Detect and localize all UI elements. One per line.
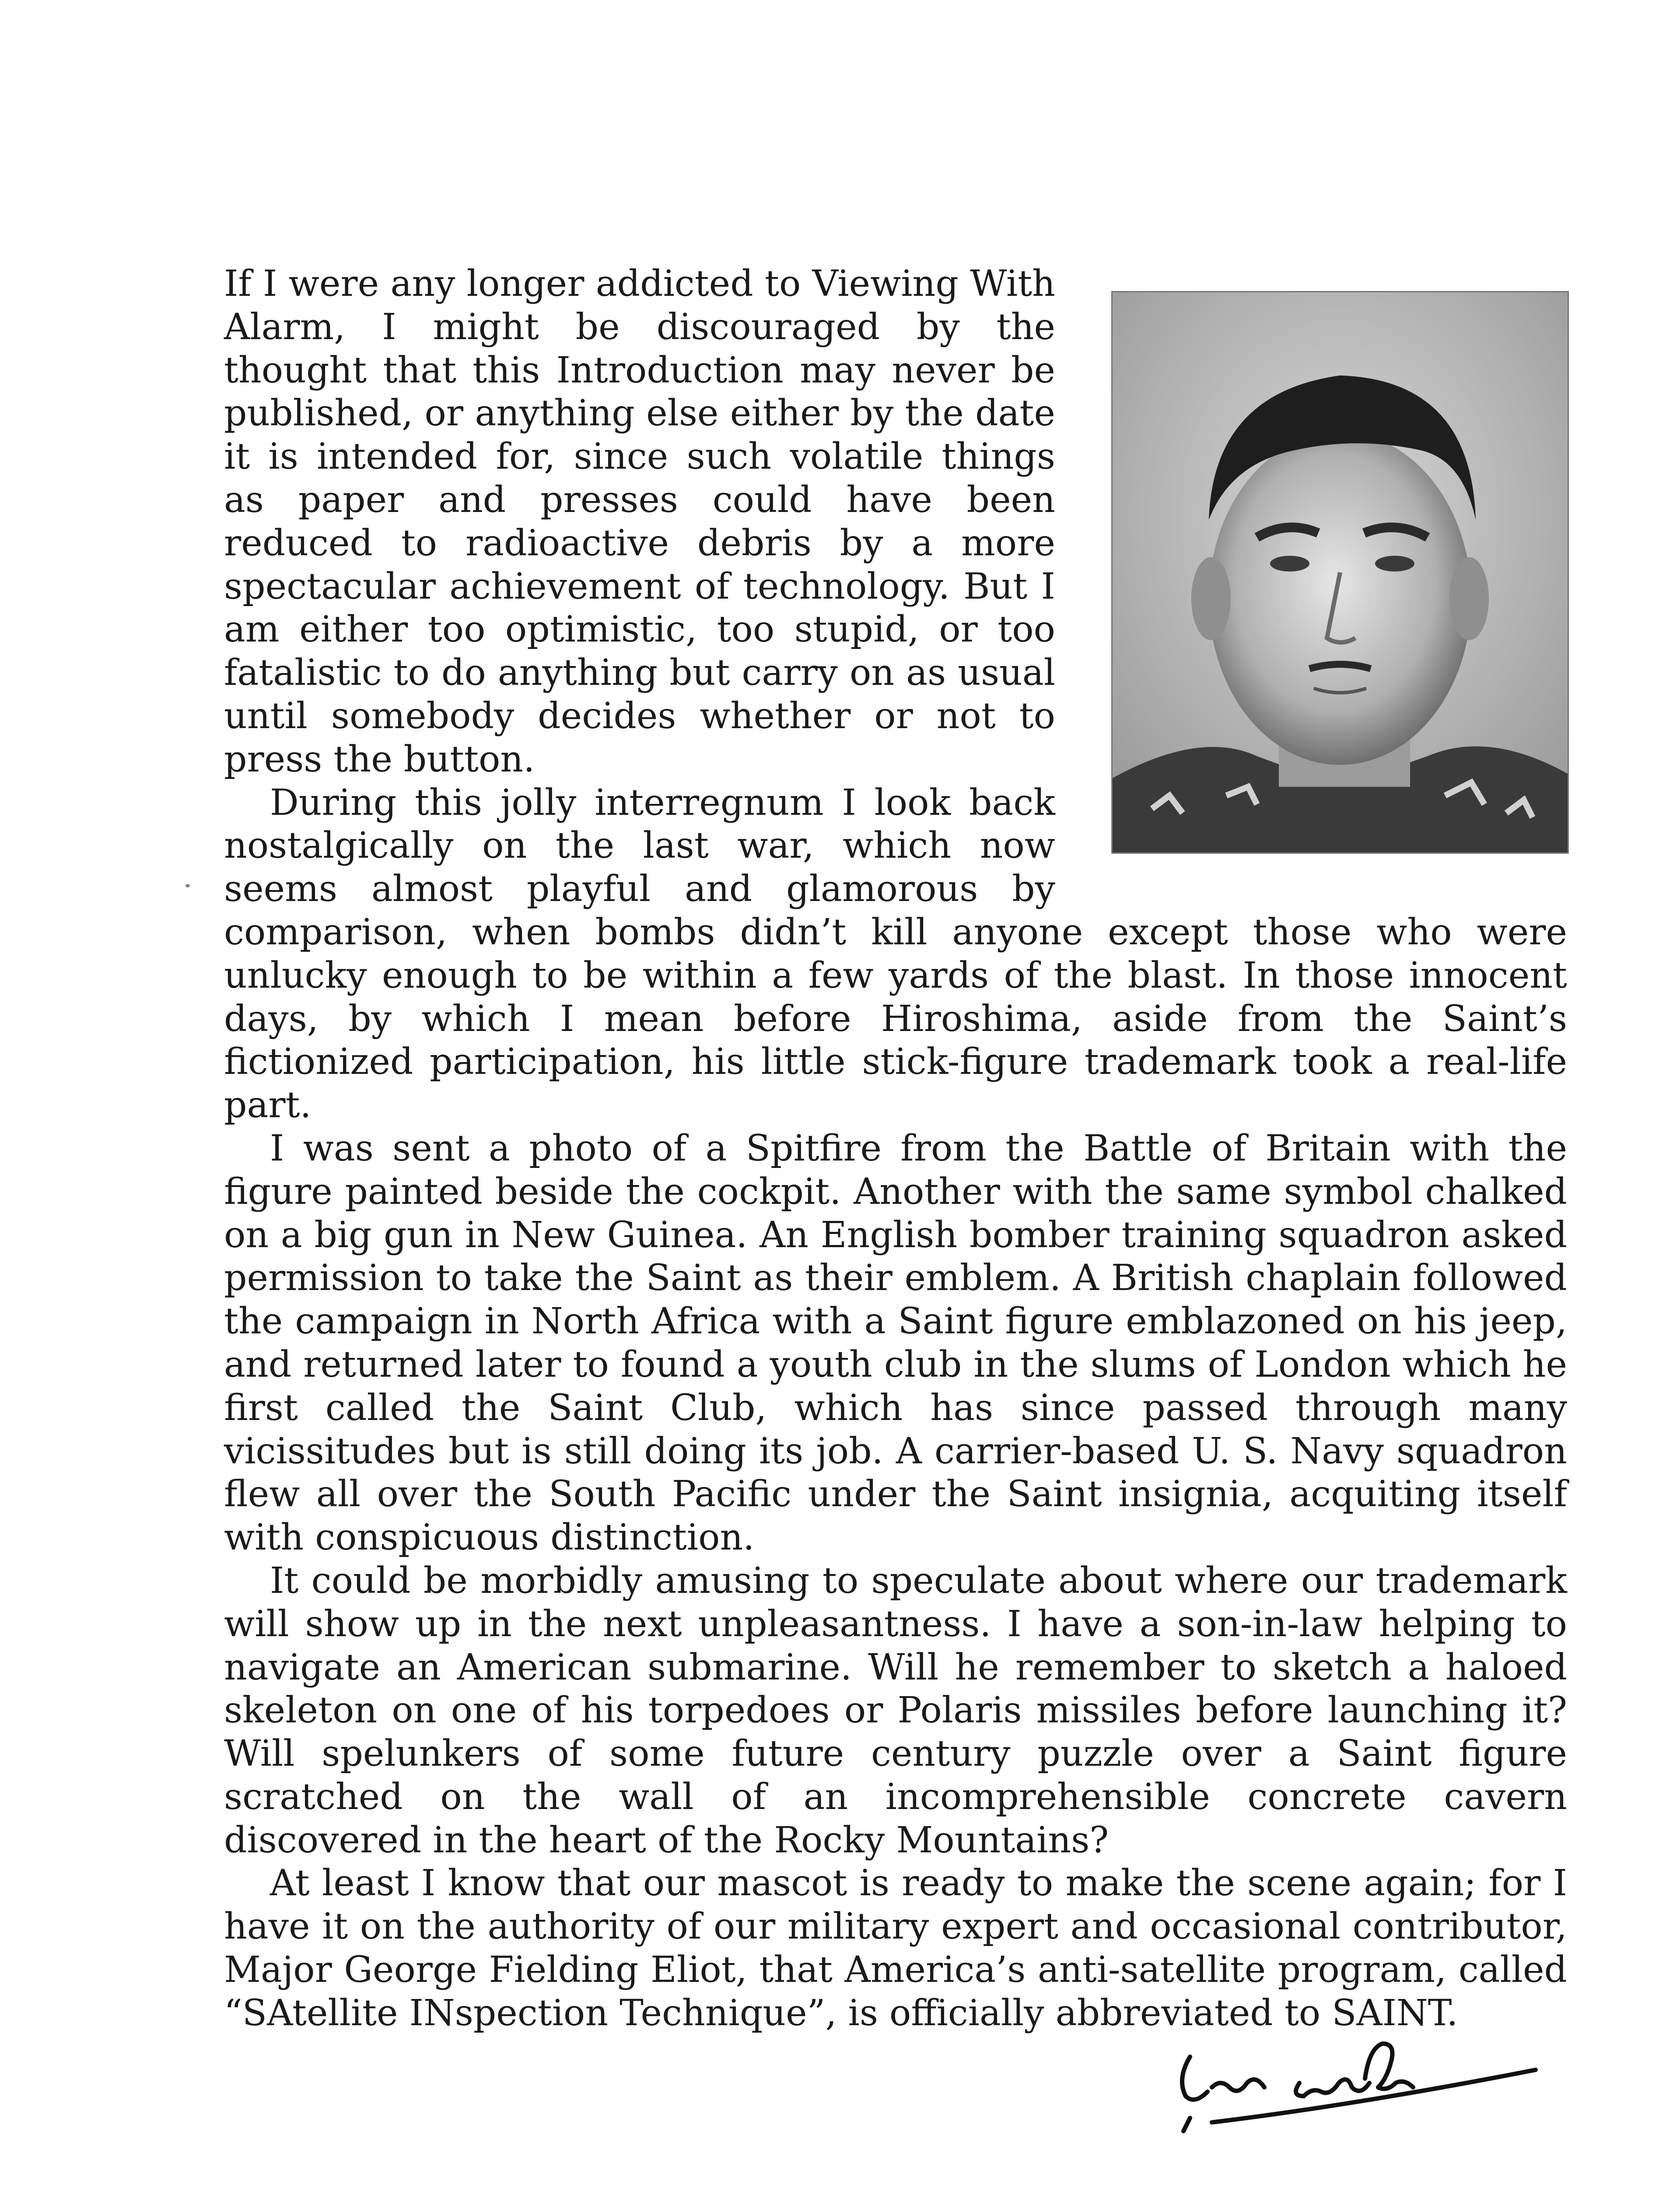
paragraph: If I were any longer addicted to Viewing With Alarm, I might be discouraged by the thought that this Introduction may never be published, or anything else either by the date it is intended for, since such volatile things as paper and presses could have been reduced to radioactive debris by a more spectacular achievement of technology. But I am either too optimistic, too stupid, or too fatalistic to do anything but carry on as usual until somebody decides whether or not to press the button. xyxy=(224,263,1055,780)
article-body xyxy=(224,263,1567,2035)
portrait-space xyxy=(1082,289,1567,893)
paragraph: It could be morbidly amusing to speculate about where our trademark will show up in the next unpleasantness. I have a son-in-law helping to navigate an American submarine. Will he remember to sketch a haloed skeleton on one of his torpedoes or Polaris missiles before launching it? Will spelunkers of some future century puzzle over a Saint figure scratched on the wall of an incomprehensible concrete cavern discovered in the heart of the Rocky Mountains? xyxy=(224,1560,1567,1861)
paragraph: At least I know that our mascot is ready to make the scene again; for I have it on the authority of our military expert and occasional contributor, Major George Fielding Eliot, that America’s anti-satellite program, called “SAtellite INspection Technique”, is officially abbreviated to SAINT. xyxy=(224,1862,1567,2034)
paragraph: I was sent a photo of a Spitfire from the Battle of Britain with the figure painted beside the cockpit. Another with the same symbol chalked on a big gun in New Guinea. An English bomber training squadron asked permission to take the Saint as their emblem. A British chaplain followed the campaign in North Africa with a Saint figure emblazoned on his jeep, and returned later to found a youth club in the slums of London which he first called the Saint Club, which has since passed through many vicissitudes but is still doing its job. A carrier-based U. S. Navy squadron flew all over the South Pacific under the Saint insignia, acquiting itself with conspicuous distinction. xyxy=(224,1127,1567,1559)
margin-speck xyxy=(186,884,190,887)
paragraph: During this jolly interregnum I look back nostalgically on the last war, which now seems almost playful and glamorous by comparison, when bombs didn’t kill anyone except those who were unlucky enough to be within a few yards of the blast. In those innocent days, by which I mean before Hiroshima, aside from the Saint’s fictionized participation, his little stick-figure trademark took a real-life part. xyxy=(224,782,1567,1126)
author-signature xyxy=(1159,2030,1553,2135)
